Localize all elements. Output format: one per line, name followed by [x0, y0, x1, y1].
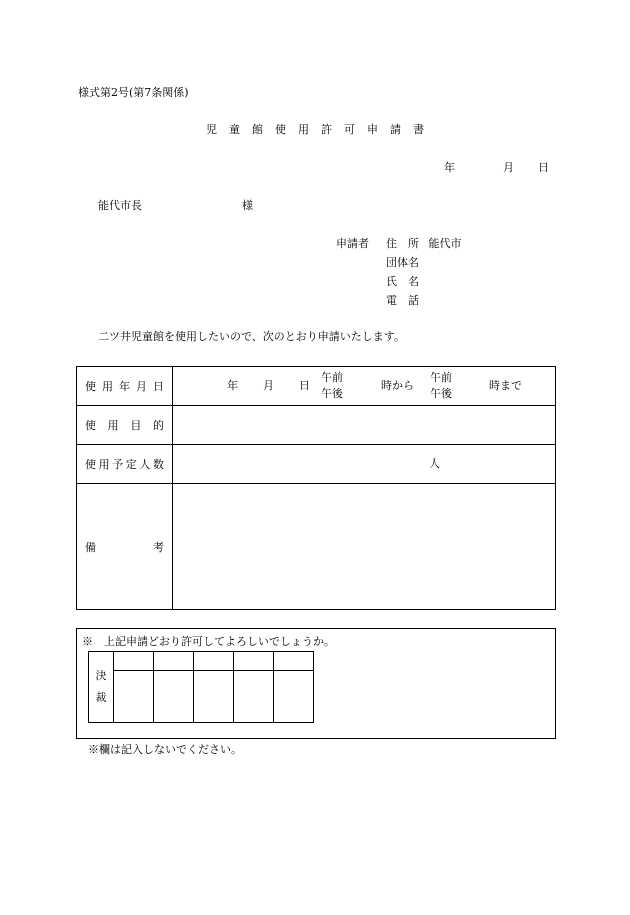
stamp-header-cell[interactable] — [154, 652, 194, 671]
title-char: 請 — [390, 123, 401, 136]
usage-headcount-label: 使用予定人数 — [77, 445, 173, 484]
footnote: ※欄は記入しないでください。 — [88, 743, 242, 756]
decision-label — [89, 652, 114, 723]
group-name-label: 団体名 — [386, 256, 419, 269]
stamp-cell[interactable] — [154, 671, 194, 723]
usage-am-2: 午前 — [430, 371, 452, 384]
decision-label-char: 決 — [95, 669, 107, 682]
addressee-name: 能代市長 — [98, 199, 142, 212]
usage-pm-1: 午後 — [321, 387, 343, 400]
usage-until: 時まで — [489, 379, 522, 392]
phone-label: 電 話 — [386, 294, 419, 307]
form-reference: 様式第2号(第7条関係) — [78, 86, 189, 99]
title-char: 童 — [229, 123, 240, 136]
usage-pm-2: 午後 — [430, 387, 452, 400]
usage-day: 日 — [299, 379, 310, 392]
usage-headcount-row — [77, 445, 556, 484]
remarks-label: 備考 — [77, 484, 173, 610]
title-char: 使 — [275, 123, 286, 136]
usage-date-row — [77, 367, 556, 406]
application-date — [444, 161, 549, 174]
title-char: 用 — [298, 123, 309, 136]
addressee-honorific: 様 — [242, 199, 253, 212]
stamp-cell[interactable] — [274, 671, 314, 723]
address-field — [386, 237, 462, 250]
remarks-row — [77, 484, 556, 610]
stamp-cell[interactable] — [194, 671, 234, 723]
title-char: 申 — [367, 123, 378, 136]
usage-headcount-field[interactable] — [173, 445, 556, 484]
date-day: 日 — [538, 161, 549, 174]
applicant-label: 申請者 — [336, 237, 369, 250]
date-year: 年 — [444, 161, 455, 174]
approval-note: ※ 上記申請どおり許可してよろしいでしょうか。 — [82, 635, 335, 648]
decision-label-char: 裁 — [95, 691, 107, 704]
stamp-header-cell[interactable] — [234, 652, 274, 671]
approval-box — [76, 628, 556, 739]
usage-from: 時から — [381, 379, 414, 392]
stamp-header-cell[interactable] — [114, 652, 154, 671]
stamp-header-cell[interactable] — [274, 652, 314, 671]
intro-text: 二ツ井児童館を使用したいので、次のとおり申請いたします。 — [98, 330, 405, 343]
date-month: 月 — [503, 161, 514, 174]
title-char: 可 — [344, 123, 355, 136]
document-title — [0, 123, 630, 136]
usage-date-field[interactable] — [173, 367, 556, 406]
title-char: 児 — [206, 123, 217, 136]
usage-purpose-field[interactable] — [173, 406, 556, 445]
usage-purpose-label: 使用目的 — [77, 406, 173, 445]
usage-am-1: 午前 — [321, 371, 343, 384]
usage-date-label: 使用年月日 — [77, 367, 173, 406]
usage-month: 月 — [263, 379, 274, 392]
usage-year: 年 — [227, 379, 238, 392]
approval-stamp-grid — [88, 651, 314, 723]
title-char: 書 — [413, 123, 424, 136]
title-char: 館 — [252, 123, 263, 136]
name-label: 氏 名 — [386, 275, 419, 288]
remarks-field[interactable] — [173, 484, 556, 610]
usage-purpose-row — [77, 406, 556, 445]
stamp-cell[interactable] — [114, 671, 154, 723]
stamp-header-cell[interactable] — [194, 652, 234, 671]
usage-table — [76, 366, 556, 610]
address-label: 住 所 — [386, 237, 419, 250]
headcount-unit: 人 — [429, 457, 440, 470]
title-char: 許 — [321, 123, 332, 136]
address-value: 能代市 — [428, 237, 462, 250]
stamp-cell[interactable] — [234, 671, 274, 723]
